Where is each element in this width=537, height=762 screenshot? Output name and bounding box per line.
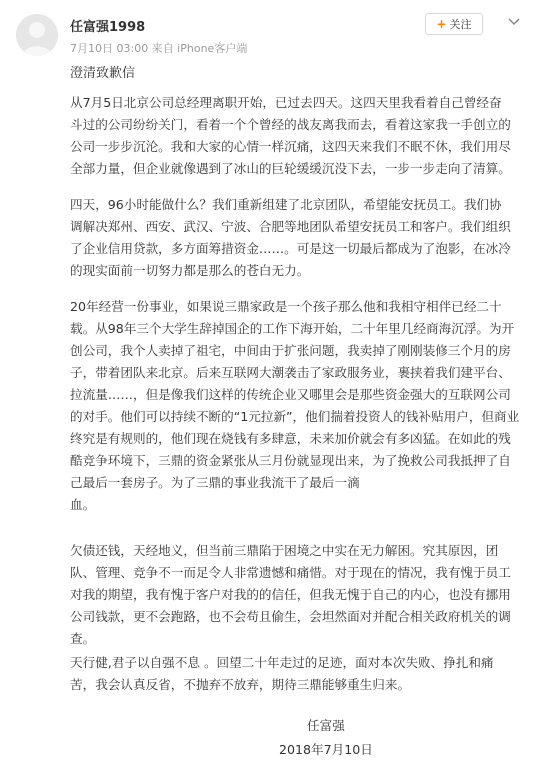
paragraph-4: [70, 540, 511, 650]
text-line: 斗过的公司纷纷关门，看着一个个曾经的战友离我而去，看着这家我一手创立的: [70, 117, 511, 132]
paragraph-5: [70, 652, 494, 696]
paragraph-1: [70, 92, 511, 180]
paragraph-3: [70, 296, 519, 516]
text-line: 己最后一套房子。为了三鼎的事业我流干了最后一滴: [70, 475, 360, 490]
plus-icon: +: [436, 17, 447, 31]
text-line: 四天，96小时能做什么？我们重新组建了北京团队，希望能安抚员工。我们协: [70, 197, 502, 212]
text-line: 调解决郑州、西安、武汉、宁波、合肥等地团队希望安抚员工和客户。我们组织: [70, 219, 511, 234]
default-avatar-icon: [16, 14, 58, 56]
paragraph-2: [70, 194, 511, 282]
text-line: 查。: [70, 631, 96, 646]
text-line: 拉流量……，但是像我们这样的传统企业又哪里会是那些资金强大的互联网公司: [70, 387, 511, 402]
text-line: 的对手。他们可以持续不断的“1元拉新”，他们揣着投资人的钱补贴用户，但商业: [70, 409, 520, 424]
text-line: 创公司，我个人卖掉了祖宅，中间由于扩张问题，我卖掉了刚刚装修三个月的房: [70, 343, 511, 358]
avatar[interactable]: [16, 14, 58, 56]
text-line: 苦，我会认真反省，不抛弃不放弃，期待三鼎能够重生归来。: [70, 677, 411, 692]
text-line: 载。从98年三个大学生辞掉国企的工作下海开始，二十年里几经商海沉浮。为开: [70, 321, 515, 336]
chevron-down-icon: [508, 18, 520, 26]
letter-title: 澄清致歉信: [70, 66, 136, 81]
post-meta: 7月10日 03:00 来自 iPhone客户端: [70, 42, 248, 55]
signature: 任富强: [307, 718, 345, 733]
text-line: 终究是有规则的，他们现在烧钱有多肆意，未来加价就会有多凶猛。在如此的残: [70, 431, 511, 446]
text-line: 全部力量，但企业就像遇到了冰山的巨轮缓缓沉没下去，一步一步走向了清算。: [70, 161, 511, 176]
text-line: 天行健,君子以自强不息 。回望二十年走过的足迹，面对本次失败、挣扎和痛: [70, 655, 494, 670]
author-name[interactable]: 任富强1998: [70, 20, 146, 35]
text-line: 队、管理、竞争不一而足令人非常遗憾和痛惜。对于现在的情况，我有愧于员工: [70, 565, 511, 580]
text-line: 了企业信用贷款，多方面筹措资金……。可是这一切最后都成为了泡影，在冰冷: [70, 241, 511, 256]
more-options-button[interactable]: [504, 12, 524, 32]
text-line: 血。: [70, 497, 96, 512]
follow-label: 关注: [449, 18, 472, 31]
text-line: 对我的期望，我有愧于客户对我的的信任，但我无愧于自己的内心，也没有挪用: [70, 587, 511, 602]
text-line: 公司一步步沉沦。我和大家的心情一样沉痛，这四天来我们不眠不休，我们用尽: [70, 139, 511, 154]
text-line: 欠债还钱，天经地义，但当前三鼎陷于困境之中实在无力解困。究其原因，团: [70, 543, 499, 558]
text-line: 20年经营一份事业，如果说三鼎家政是一个孩子那么他和我相守相伴已经二十: [70, 299, 502, 314]
text-line: 公司钱款，更不会跑路，也不会苟且偷生，会坦然面对并配合相关政府机关的调: [70, 609, 511, 624]
text-line: 子，带着团队来北京。后来互联网大潮袭击了家政服务业，裹挟着我们建平台、: [70, 365, 511, 380]
letter-date: 2018年7月10日: [279, 742, 373, 757]
follow-button[interactable]: [425, 13, 483, 35]
text-line: 的现实面前一切努力都是那么的苍白无力。: [70, 263, 310, 278]
text-line: 从7月5日北京公司总经理离职开始，已过去四天。这四天里我看着自己曾经奋: [70, 95, 502, 110]
text-line: 酷竞争环境下，三鼎的资金紧张从三月份就显现出来，为了挽救公司我抵押了自: [70, 453, 511, 468]
